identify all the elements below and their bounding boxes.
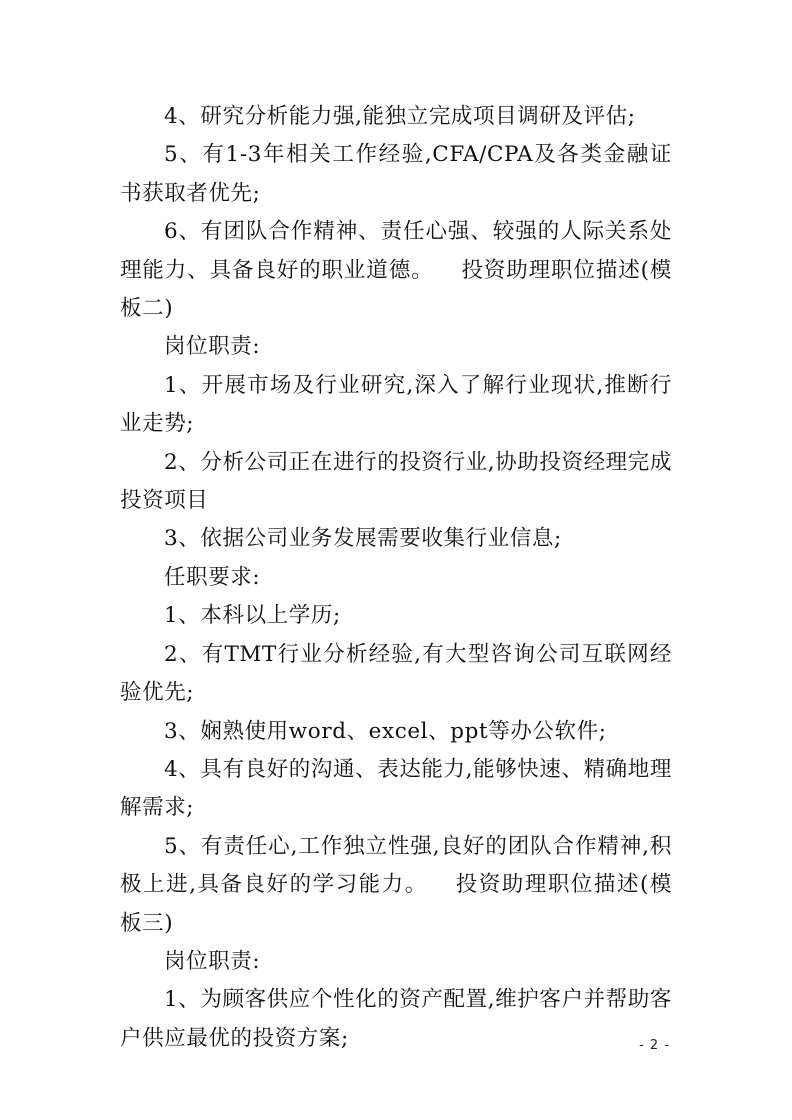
paragraph-requirement-4b <box>120 751 672 828</box>
paragraph-text: 5、有1-3年相关工作经验,CFA/CPA及各类金融证书获取者优先; <box>120 142 672 206</box>
paragraph-requirement-4 <box>120 98 672 136</box>
paragraph-text: 3、娴熟使用word、excel、ppt等办公软件; <box>164 718 607 744</box>
paragraph-requirement-1 <box>120 597 672 635</box>
paragraph-text: 1、本科以上学历; <box>164 603 341 629</box>
section-heading-requirements <box>120 559 672 597</box>
paragraph-duty-2 <box>120 444 672 521</box>
paragraph-requirement-5 <box>120 136 672 213</box>
paragraph-text: 4、具有良好的沟通、表达能力,能够快速、精确地理解需求; <box>120 756 672 821</box>
section-heading-duties <box>120 328 672 366</box>
template-two-heading: 投资助理职位描述(模板二) <box>120 257 672 322</box>
paragraph-text: 6、有团队合作精神、责任心强、较强的人际关系处理能力、具备良好的职业道德。 <box>120 219 672 283</box>
paragraph-requirement-6 <box>120 213 672 328</box>
document-body <box>120 98 672 1058</box>
page-number: - 2 - <box>639 1038 670 1053</box>
paragraph-requirement-2 <box>120 636 672 713</box>
paragraph-text: 岗位职责: <box>164 334 261 360</box>
paragraph-duty-1 <box>120 367 672 444</box>
paragraph-duty-3 <box>120 520 672 558</box>
paragraph-text: 5、有责任心,工作独立性强,良好的团队合作精神,积极上进,具备良好的学习能力。 <box>120 833 672 898</box>
paragraph-text: 3、依据公司业务发展需要收集行业信息; <box>164 526 562 552</box>
template-three-heading: 投资助理职位描述(模板三) <box>120 872 672 936</box>
paragraph-duty-1b <box>120 981 672 1058</box>
paragraph-text: 4、研究分析能力强,能独立完成项目调研及评估; <box>164 104 636 129</box>
paragraph-text: 岗位职责: <box>164 948 261 974</box>
paragraph-requirement-5b <box>120 828 672 943</box>
paragraph-requirement-3 <box>120 713 672 751</box>
paragraph-text: 2、有TMT行业分析经验,有大型咨询公司互联网经验优先; <box>120 641 672 706</box>
paragraph-text: 1、开展市场及行业研究,深入了解行业现状,推断行业走势; <box>120 372 672 437</box>
paragraph-text: 任职要求: <box>164 564 261 590</box>
paragraph-text: 2、分析公司正在进行的投资行业,协助投资经理完成投资项目 <box>120 449 672 514</box>
paragraph-text: 1、为顾客供应个性化的资产配置,维护客户并帮助客户供应最优的投资方案; <box>120 987 672 1051</box>
section-heading-duties-2 <box>120 943 672 981</box>
